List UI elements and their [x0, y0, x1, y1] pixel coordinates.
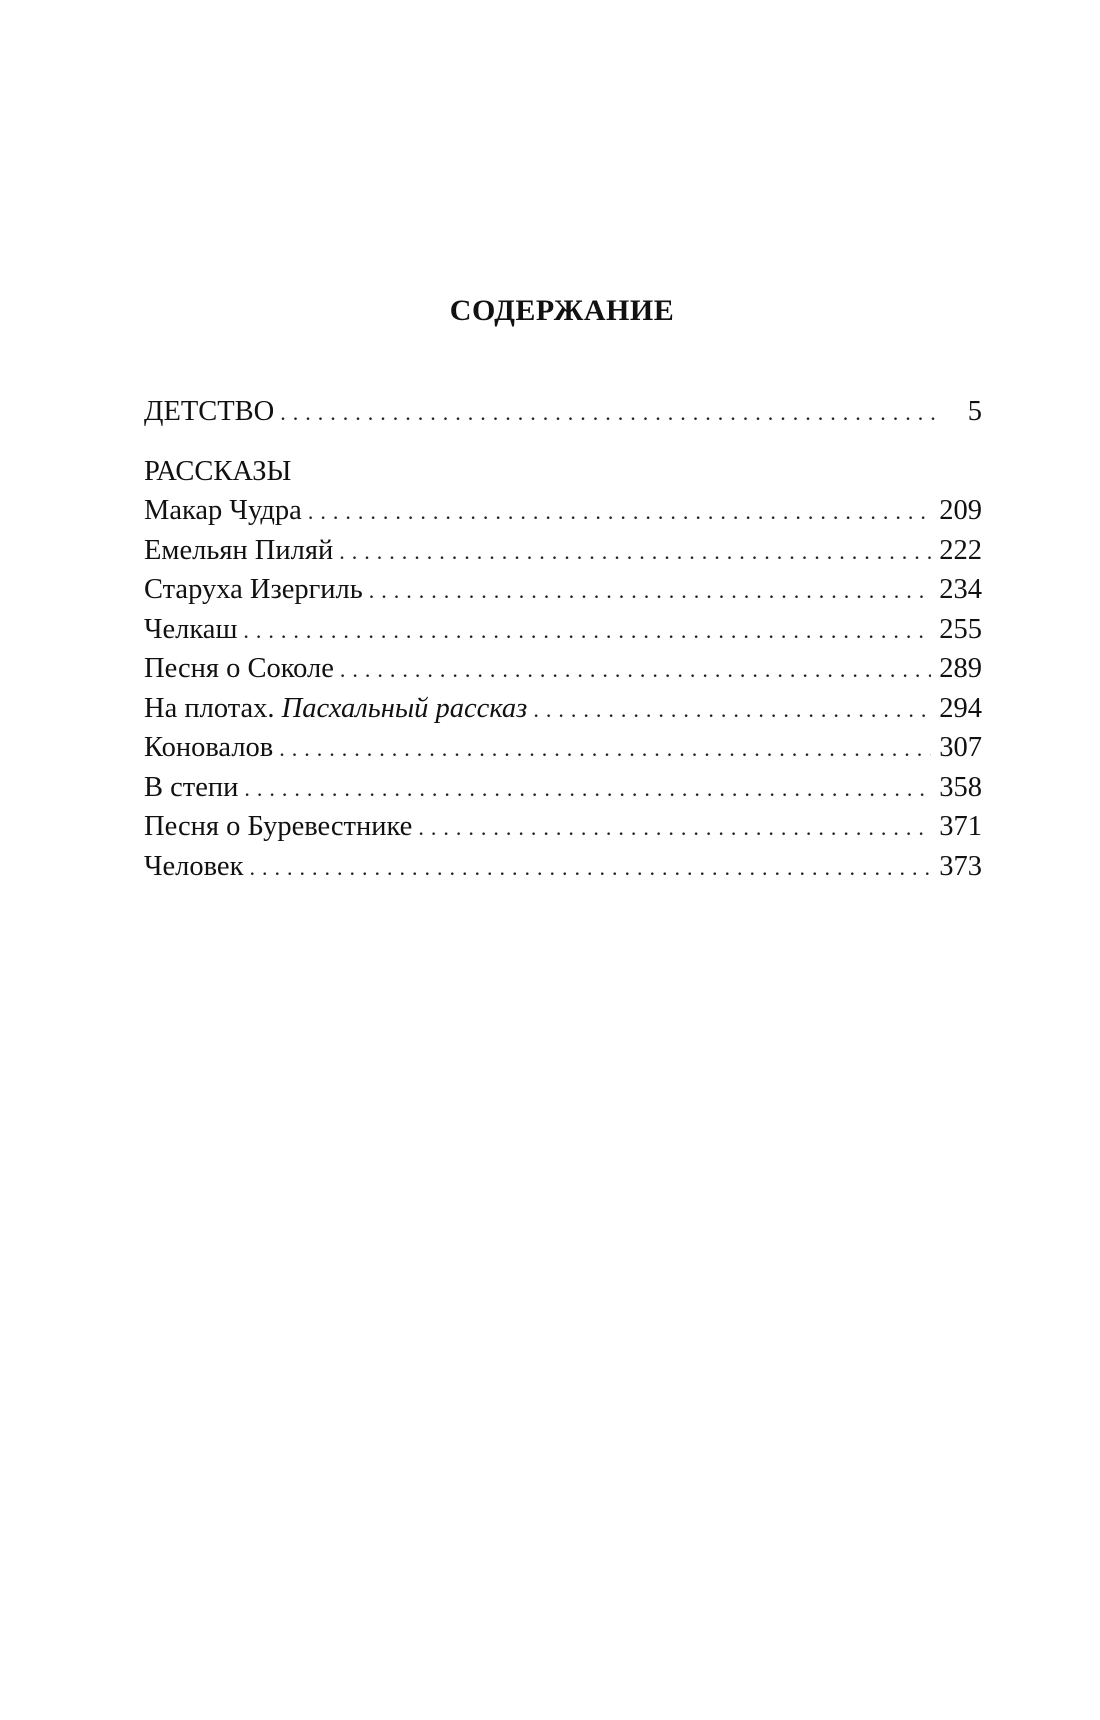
toc-entry[interactable] — [144, 610, 982, 650]
toc-entry-label — [144, 570, 363, 610]
dot-leader — [244, 769, 931, 809]
toc-entry-label — [144, 847, 243, 887]
toc-page-number: 289 — [939, 653, 982, 684]
toc-entry-label — [144, 807, 412, 847]
dot-leader — [533, 690, 931, 730]
dot-leader — [243, 611, 931, 651]
toc-entry[interactable] — [144, 807, 982, 847]
toc-page-number: 294 — [939, 692, 982, 724]
toc-entry-title: Песня о Буревестнике — [144, 811, 413, 842]
toc-page-number: 307 — [939, 732, 982, 763]
toc-entry[interactable] — [144, 570, 982, 610]
dot-leader — [339, 532, 931, 572]
toc-entry-label — [144, 491, 302, 531]
dot-leader — [249, 848, 931, 888]
section-entries — [144, 491, 982, 886]
toc-entry-label — [144, 649, 334, 689]
dot-leader — [279, 729, 931, 769]
toc-page-number: 255 — [939, 613, 982, 645]
toc-entry-label — [144, 689, 527, 729]
toc-page-number: 209 — [939, 495, 982, 526]
table-of-contents — [144, 392, 982, 886]
toc-entry-title: На плотах. — [144, 692, 282, 724]
toc-page-number: 371 — [939, 811, 982, 842]
toc-entry[interactable] — [144, 689, 982, 729]
toc-entry[interactable] — [144, 491, 982, 531]
dot-leader — [308, 492, 931, 532]
toc-entry-title: Старуха Изергиль — [144, 574, 363, 605]
toc-page-number: 358 — [939, 771, 982, 803]
section-gap — [144, 432, 982, 452]
toc-entry-label — [144, 531, 333, 571]
toc-entry-title: Песня о Соколе — [144, 653, 334, 684]
toc-entry-title: Макар Чудра — [144, 495, 302, 526]
toc-entry[interactable] — [144, 531, 982, 571]
toc-page-number: 5 — [967, 396, 982, 427]
toc-entry-label: ДЕТСТВО — [144, 396, 275, 427]
toc-entry-title: Коновалов — [144, 732, 274, 763]
dot-leader — [418, 808, 931, 848]
toc-entry-label — [144, 728, 273, 768]
toc-entry[interactable] — [144, 649, 982, 689]
toc-entry-label — [144, 768, 238, 808]
page-title: СОДЕРЖАНИЕ — [449, 294, 675, 327]
section-heading: РАССКАЗЫ — [144, 455, 292, 487]
toc-page-number: 234 — [939, 574, 982, 605]
toc-entry[interactable] — [144, 847, 982, 887]
toc-entry-title: Емельян Пиляй — [144, 534, 334, 566]
toc-entry-childhood[interactable] — [144, 392, 982, 432]
dot-leader — [280, 393, 942, 433]
toc-entry[interactable] — [144, 768, 982, 808]
dot-leader — [340, 650, 931, 690]
toc-entry[interactable] — [144, 728, 982, 768]
toc-entry-title: Человек — [144, 850, 244, 882]
toc-entry-title: Челкаш — [144, 613, 238, 645]
toc-entry-label — [144, 610, 237, 650]
toc-page-number: 373 — [939, 850, 982, 882]
toc-page-number: 222 — [939, 534, 982, 566]
toc-entry-title: В степи — [144, 771, 239, 803]
toc-entry-subtitle: Пасхальный рассказ — [281, 692, 528, 724]
dot-leader — [369, 571, 931, 611]
